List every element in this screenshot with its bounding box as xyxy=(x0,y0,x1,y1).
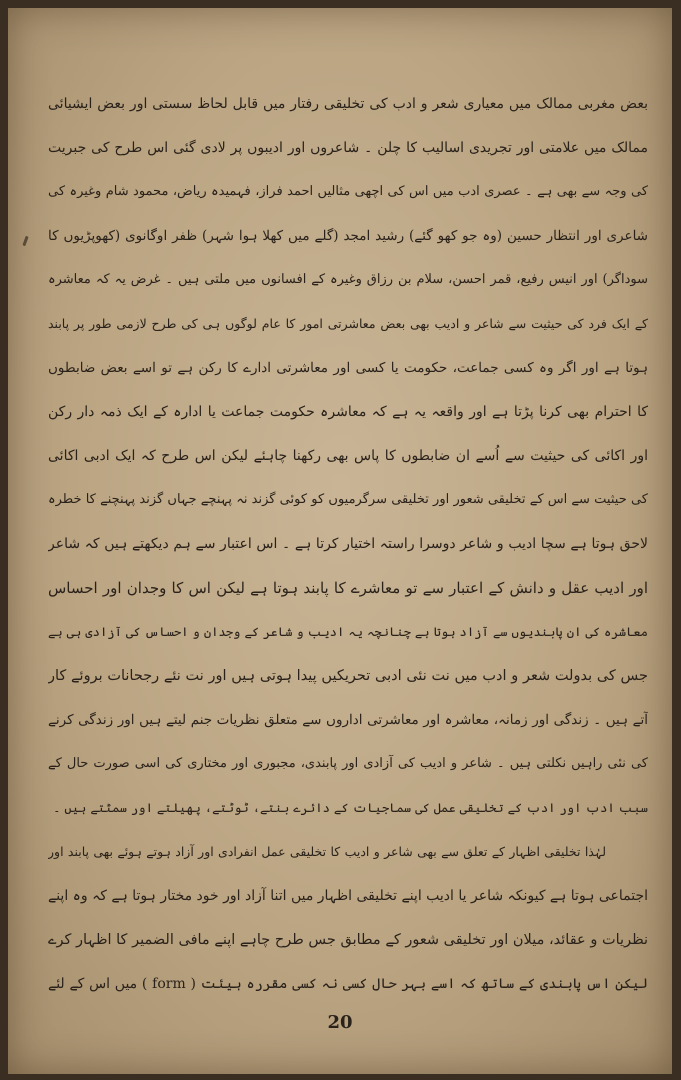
text-line-21: لیکن اس پابندی کے ساتھ کہ اسے بہر حال کسی نہ کسی مقررہ ہیئت ( form ) میں اس کے لئے xyxy=(48,976,648,992)
text-line-10: کی حیثیت سے اس کے تخلیقی شعور اور تخلیقی سرگرمیوں کو کوئی گزند نہ پہنچے جہاں گزند پہنچنے کا خطرہ xyxy=(48,492,648,507)
text-line-11: لاحق ہوتا ہے سچا ادیب و شاعر دوسرا راستہ اختیار کرتا ہے ۔ اس اعتبار سے ہم دیکھتے ہیں کہ شاعر xyxy=(48,536,648,552)
text-line-9: اور اکائی کی حیثیت سے اُسے ان ضابطوں کا پاس بھی رکھنا چاہئے لیکن اس طرح کہ ایک ادبی اکائی xyxy=(48,448,648,464)
text-line-18: لہٰذا تخلیقی اظہار کے تعلق سے بھی شاعر و ادیب کا تخلیقی عمل انفرادی اور آزاد ہوتے ہوئے بھی پابند اور xyxy=(48,844,606,859)
margin-pencil-mark xyxy=(22,236,28,246)
book-page xyxy=(8,8,672,1074)
text-line-13: معاشرہ کی ان پابندیوں سے آزاد ہوتا ہے چنانچہ یہ ادیب و شاعر کے وجدان و احساس کی آزادی ہی ہے xyxy=(48,624,648,639)
page-number: 20 xyxy=(327,1012,353,1033)
text-line-20: نظریات و عقائد، میلان اور تخلیقی شعور کے مطابق جس طرح چاہے اپنے مافی الضمیر کا اظہار کرے xyxy=(48,932,648,948)
text-line-8: کا احترام بھی کرنا پڑتا ہے اور واقعہ یہ ہے کہ معاشرہ حکومت جماعت یا ادارہ کے ایک ذمہ دار رکن xyxy=(48,404,648,420)
text-line-12: اور ادیب عقل و دانش کے اعتبار سے تو معاشرے کا پابند ہوتا ہے لیکن اس کا وجدان اور احساس xyxy=(48,579,648,597)
text-line-5: سوداگر) اور انیس رفیع، قمر احسن، سلام بن رزاق وغیرہ کے افسانوں میں ملتی ہیں ۔ غرض یہ کہ معاشرہ xyxy=(48,272,648,287)
body-text xyxy=(48,82,648,1006)
text-line-14: جس کی بدولت شعر و ادب میں نت نئی ادبی تحریکیں پیدا ہوتی ہیں اور نت نئے رجحانات بروئے کار xyxy=(48,668,648,684)
text-line-3: کی وجہ سے بھی ہے ۔ عصری ادب میں اس کی اچھی مثالیں احمد فراز، فہمیدہ ریاض، محمود شام وغیرہ کی xyxy=(48,184,648,199)
text-line-2: ممالک میں علامتی اور تجریدی اسالیب کا چلن ۔ شاعروں اور ادیبوں پر لادی گئی اس طرح کی جبریت xyxy=(48,140,648,156)
text-line-6: کے ایک فرد کی حیثیت سے شاعر و ادیب بھی بعض معاشرتی امور کا عام لوگوں ہی کی طرح لازمی طور پر پابند xyxy=(48,316,648,331)
text-line-1: بعض مغربی ممالک میں معیاری شعر و ادب کی تخلیقی رفتار میں قابل لحاظ سستی اور بعض ایشیائی xyxy=(48,96,648,112)
text-line-15: آتے ہیں ۔ زندگی اور زمانہ، معاشرہ اور معاشرتی اداروں سے متعلق نظریات جنم لیتے ہیں اور زندگی کرنے xyxy=(48,712,648,728)
text-line-17: سبب ادب اور ادب کے تخلیقی عمل کی سماجیات کے دائرے بنتے، ٹوٹتے، پھیلتے اور سمٹتے ہیں ۔ xyxy=(53,800,648,815)
text-line-19: اجتماعی ہوتا ہے کیونکہ شاعر یا ادیب اپنے تخلیقی اظہار میں اتنا آزاد اور خود مختار ہوتا ہے کہ وہ اپنے xyxy=(48,888,648,904)
text-line-4: شاعری اور انتظار حسین (وہ جو کھو گئے) رشید امجد (گلے میں کھلا ہوا شہر) ظفر اوگانوی (کھوپڑیوں کا xyxy=(48,228,648,244)
text-line-16: کی نئی راہیں نکلتی ہیں ۔ شاعر و ادیب کی آزادی اور پابندی، مجبوری اور مختاری کی اسی صورت حال کے xyxy=(48,756,648,771)
text-line-7: ہوتا ہے اور اگر وہ کسی جماعت، حکومت یا کسی اور معاشرتی ادارے کا رکن ہے تو اسے بعض ضابطوں xyxy=(48,360,648,376)
